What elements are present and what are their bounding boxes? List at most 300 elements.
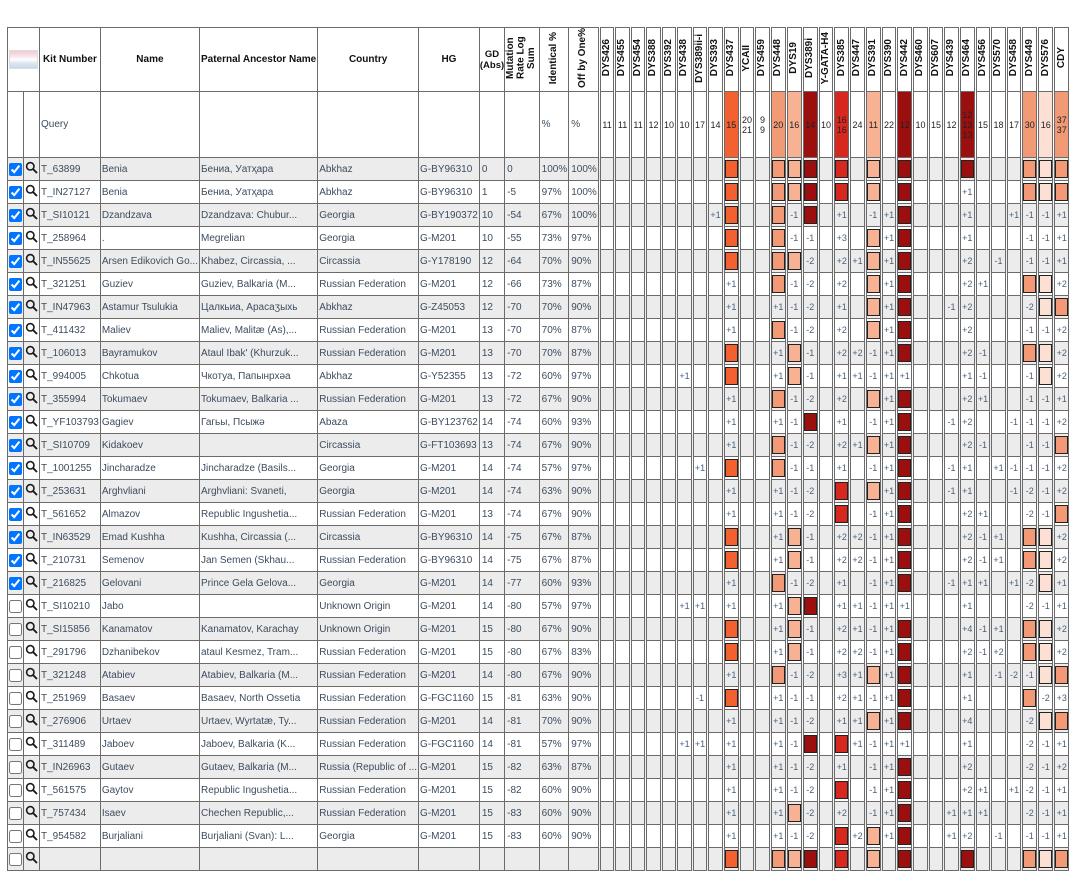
row-select-checkbox[interactable] bbox=[9, 807, 22, 820]
marker-cell-dys392 bbox=[661, 204, 677, 227]
mutation-rate-log-sum-cell: -74 bbox=[505, 503, 540, 526]
marker-cell-dys460 bbox=[913, 388, 929, 411]
magnifier-icon[interactable] bbox=[25, 437, 38, 453]
marker-cell-dys460 bbox=[913, 733, 929, 756]
marker-cell-y-gata-h4 bbox=[818, 158, 834, 181]
magnifier-cell[interactable] bbox=[24, 848, 40, 871]
marker-cell-dys447 bbox=[850, 503, 866, 526]
marker-cell-dys454 bbox=[630, 664, 646, 687]
marker-cell-dys607 bbox=[928, 273, 944, 296]
table-row bbox=[8, 227, 1069, 250]
paternal-ancestor-cell: Gutaev, Balkaria (M... bbox=[199, 756, 317, 779]
checkbox-cell bbox=[8, 825, 24, 848]
marker-cell-dys389ii-i bbox=[692, 802, 708, 825]
magnifier-icon[interactable] bbox=[25, 161, 38, 177]
mutation-rate-log-sum-cell: -54 bbox=[505, 204, 540, 227]
marker-cell-dys448: +1 bbox=[770, 756, 786, 779]
marker-cell-dys388 bbox=[646, 618, 662, 641]
magnifier-cell[interactable] bbox=[24, 273, 40, 296]
query-marker-value: 10 bbox=[821, 119, 832, 130]
marker-cell-dys426 bbox=[599, 342, 615, 365]
off-by-one-pct-cell: 93% bbox=[569, 572, 600, 595]
magnifier-icon[interactable] bbox=[25, 621, 38, 637]
mutation-rate-log-sum-cell: -72 bbox=[505, 388, 540, 411]
marker-cell-dys464: +1 bbox=[959, 687, 975, 710]
marker-cell-dys455 bbox=[615, 595, 631, 618]
marker-cell-dys391: -1 bbox=[865, 342, 881, 365]
magnifier-cell[interactable] bbox=[24, 411, 40, 434]
identical-pct-cell: 70% bbox=[539, 319, 569, 342]
marker-cell-dys459 bbox=[755, 664, 771, 687]
marker-cell-dys393 bbox=[708, 848, 724, 871]
table-header bbox=[8, 28, 1069, 92]
marker-cell-dys389i: -2 bbox=[802, 388, 818, 411]
marker-cell-dys570: +1 bbox=[991, 457, 1007, 480]
marker-cell-dys447: +1 bbox=[850, 365, 866, 388]
gd-abs-cell: 14 bbox=[479, 710, 504, 733]
row-select-checkbox[interactable] bbox=[9, 255, 22, 268]
marker-cell-dys456: +1 bbox=[975, 273, 991, 296]
magnifier-icon[interactable] bbox=[25, 713, 38, 729]
marker-cell-dys391 bbox=[865, 227, 881, 250]
marker-cell-dys448: +1 bbox=[770, 526, 786, 549]
query-marker-value: 12 bbox=[648, 119, 659, 130]
marker-cell-dys447 bbox=[850, 779, 866, 802]
marker-cell-dys456: -1 bbox=[975, 365, 991, 388]
marker-cell-dys442 bbox=[897, 457, 913, 480]
marker-cell-dys438 bbox=[677, 227, 693, 250]
marker-cell-dys389i: -1 bbox=[802, 342, 818, 365]
magnifier-icon[interactable] bbox=[25, 598, 38, 614]
marker-cell-dys391: -1 bbox=[865, 733, 881, 756]
marker-cell-dys460 bbox=[913, 756, 929, 779]
marker-cell-dys392 bbox=[661, 687, 677, 710]
magnifier-cell[interactable] bbox=[24, 388, 40, 411]
row-select-checkbox[interactable] bbox=[9, 301, 22, 314]
marker-match-box bbox=[1039, 666, 1052, 684]
magnifier-cell[interactable] bbox=[24, 250, 40, 273]
marker-cell-cdy: +2 bbox=[1054, 756, 1069, 779]
marker-cell-ycaii bbox=[739, 756, 755, 779]
off-by-one-pct-cell: % bbox=[569, 92, 600, 158]
marker-header-dys388 bbox=[646, 28, 662, 92]
query-marker-value: 22 bbox=[884, 119, 895, 130]
marker-match-box bbox=[804, 850, 817, 868]
marker-cell-dys437: +1 bbox=[723, 480, 739, 503]
marker-cell-dys458: -1 bbox=[1006, 480, 1022, 503]
magnifier-cell[interactable] bbox=[24, 779, 40, 802]
marker-cell-y-gata-h4 bbox=[818, 664, 834, 687]
magnifier-icon[interactable] bbox=[25, 414, 38, 430]
marker-cell-dys448: +1 bbox=[770, 342, 786, 365]
marker-cell-dys390: +1 bbox=[881, 710, 897, 733]
paternal-ancestor-cell: Jaboev, Balkaria (K... bbox=[199, 733, 317, 756]
row-select-checkbox[interactable] bbox=[9, 784, 22, 797]
marker-cell-dys389ii-i bbox=[692, 342, 708, 365]
row-select-checkbox[interactable] bbox=[9, 853, 22, 866]
magnifier-cell[interactable] bbox=[24, 756, 40, 779]
marker-cell-dys448 bbox=[770, 227, 786, 250]
row-select-checkbox[interactable] bbox=[9, 416, 22, 429]
marker-cell-dys389i bbox=[802, 733, 818, 756]
magnifier-icon[interactable] bbox=[25, 276, 38, 292]
magnifier-cell[interactable] bbox=[24, 181, 40, 204]
magnifier-cell[interactable] bbox=[24, 687, 40, 710]
marker-match-box bbox=[788, 528, 801, 546]
marker-cell-dys388 bbox=[646, 664, 662, 687]
marker-cell-dys455 bbox=[615, 319, 631, 342]
marker-match-box bbox=[898, 620, 911, 638]
magnifier-cell[interactable] bbox=[24, 641, 40, 664]
row-select-checkbox[interactable] bbox=[9, 370, 22, 383]
row-select-checkbox[interactable] bbox=[9, 623, 22, 636]
off-by-one-pct-cell: 90% bbox=[569, 710, 600, 733]
marker-cell-dys19: -1 bbox=[786, 319, 802, 342]
marker-cell-dys385 bbox=[834, 181, 850, 204]
row-select-checkbox[interactable] bbox=[9, 761, 22, 774]
marker-cell-dys392 bbox=[661, 664, 677, 687]
marker-cell-dys385: +2 bbox=[834, 802, 850, 825]
marker-cell-dys449: -1 bbox=[1022, 664, 1038, 687]
marker-cell-dys447: +2 bbox=[850, 641, 866, 664]
magnifier-icon[interactable] bbox=[25, 667, 38, 683]
marker-cell-dys392 bbox=[661, 457, 677, 480]
marker-match-box bbox=[898, 482, 911, 500]
marker-cell-dys456 bbox=[975, 756, 991, 779]
magnifier-icon[interactable] bbox=[25, 368, 38, 384]
row-select-checkbox[interactable] bbox=[9, 393, 22, 406]
marker-cell-dys458 bbox=[1006, 526, 1022, 549]
marker-cell-dys393 bbox=[708, 825, 724, 848]
marker-match-box bbox=[772, 850, 785, 868]
magnifier-cell[interactable] bbox=[24, 825, 40, 848]
marker-cell-dys449: -1 bbox=[1022, 411, 1038, 434]
marker-cell-dys455 bbox=[615, 687, 631, 710]
marker-match-box bbox=[772, 275, 785, 293]
marker-cell-dys459 bbox=[755, 250, 771, 273]
magnifier-icon[interactable] bbox=[25, 805, 38, 821]
row-select-checkbox[interactable] bbox=[9, 508, 22, 521]
checkbox-cell bbox=[8, 572, 24, 595]
marker-cell-dys460 bbox=[913, 273, 929, 296]
query-marker-value: 37 37 bbox=[1055, 92, 1068, 157]
marker-cell-dys458 bbox=[1006, 848, 1022, 871]
gd-abs-cell: 14 bbox=[479, 549, 504, 572]
marker-cell-dys448: +1 bbox=[770, 411, 786, 434]
row-select-checkbox[interactable] bbox=[9, 738, 22, 751]
table-row bbox=[8, 825, 1069, 848]
row-select-checkbox[interactable] bbox=[9, 830, 22, 843]
name-cell: Gaytov bbox=[100, 779, 199, 802]
marker-cell-dys460 bbox=[913, 227, 929, 250]
marker-cell-dys392 bbox=[661, 572, 677, 595]
magnifier-icon[interactable] bbox=[25, 391, 38, 407]
marker-cell-dys442 bbox=[897, 664, 913, 687]
marker-header-dys393 bbox=[708, 28, 724, 92]
marker-cell-ycaii bbox=[739, 802, 755, 825]
kit-number-cell: T_251969 bbox=[40, 687, 101, 710]
marker-cell-dys449 bbox=[1022, 618, 1038, 641]
marker-cell-dys390: +1 bbox=[881, 411, 897, 434]
marker-cell-dys447: +2 bbox=[850, 549, 866, 572]
magnifier-cell[interactable] bbox=[24, 434, 40, 457]
kit-number-cell: T_SI10709 bbox=[40, 434, 101, 457]
marker-cell-dys449 bbox=[1022, 158, 1038, 181]
row-select-checkbox[interactable] bbox=[9, 232, 22, 245]
marker-cell-dys454 bbox=[630, 503, 646, 526]
magnifier-cell[interactable] bbox=[24, 618, 40, 641]
magnifier-cell[interactable] bbox=[24, 158, 40, 181]
marker-cell-dys389ii-i bbox=[692, 434, 708, 457]
marker-cell-dys447 bbox=[850, 388, 866, 411]
marker-cell-dys576: -1 bbox=[1038, 503, 1054, 526]
marker-cell-dys570 bbox=[991, 388, 1007, 411]
checkbox-cell bbox=[8, 250, 24, 273]
marker-cell-y-gata-h4 bbox=[818, 250, 834, 273]
gd-abs-cell: 14 bbox=[479, 664, 504, 687]
marker-match-box bbox=[788, 183, 801, 201]
magnifier-icon[interactable] bbox=[25, 552, 38, 568]
marker-cell-dys448: +1 bbox=[770, 710, 786, 733]
marker-header-label: DYS464 bbox=[961, 39, 973, 77]
magnifier-icon[interactable] bbox=[25, 759, 38, 775]
row-select-checkbox[interactable] bbox=[9, 462, 22, 475]
row-select-checkbox[interactable] bbox=[9, 186, 22, 199]
magnifier-cell[interactable] bbox=[24, 802, 40, 825]
country-cell: Russian Federation bbox=[318, 664, 419, 687]
marker-cell-dys455 bbox=[615, 848, 631, 871]
marker-cell-dys389i: -2 bbox=[802, 779, 818, 802]
magnifier-icon[interactable] bbox=[25, 207, 38, 223]
marker-cell-dys389i: -2 bbox=[802, 802, 818, 825]
haplogroup-cell: G-M201 bbox=[419, 756, 480, 779]
marker-cell-dys449: -1 bbox=[1022, 388, 1038, 411]
marker-cell-dys439 bbox=[944, 733, 960, 756]
marker-match-box bbox=[1023, 689, 1036, 707]
marker-cell-dys454 bbox=[630, 595, 646, 618]
marker-cell-dys576: -1 bbox=[1038, 319, 1054, 342]
marker-cell-dys455 bbox=[615, 273, 631, 296]
row-select-checkbox[interactable] bbox=[9, 278, 22, 291]
marker-cell-dys385 bbox=[834, 158, 850, 181]
marker-cell-dys455 bbox=[615, 296, 631, 319]
magnifier-icon[interactable] bbox=[25, 644, 38, 660]
marker-cell-dys464: +4 bbox=[959, 618, 975, 641]
magnifier-icon[interactable] bbox=[25, 184, 38, 200]
magnifier-cell[interactable] bbox=[24, 480, 40, 503]
query-marker-dys456 bbox=[975, 92, 991, 158]
marker-cell-ycaii bbox=[739, 779, 755, 802]
query-marker-dys388 bbox=[646, 92, 662, 158]
table-row bbox=[8, 687, 1069, 710]
haplogroup-cell: G-M201 bbox=[419, 319, 480, 342]
marker-cell-dys449: -2 bbox=[1022, 296, 1038, 319]
row-select-checkbox[interactable] bbox=[9, 209, 22, 222]
name-cell: Gelovani bbox=[100, 572, 199, 595]
identical-pct-cell: 60% bbox=[539, 779, 569, 802]
marker-cell-dys389i: -1 bbox=[802, 457, 818, 480]
logo-header-cell bbox=[8, 28, 40, 92]
marker-cell-dys449: -1 bbox=[1022, 250, 1038, 273]
magnifier-icon[interactable] bbox=[25, 782, 38, 798]
marker-cell-dys439 bbox=[944, 434, 960, 457]
marker-cell-dys393 bbox=[708, 710, 724, 733]
marker-cell-dys393 bbox=[708, 802, 724, 825]
marker-cell-dys389ii-i bbox=[692, 250, 708, 273]
marker-cell-dys389i bbox=[802, 848, 818, 871]
name-cell: Gagiev bbox=[100, 411, 199, 434]
row-select-checkbox[interactable] bbox=[9, 485, 22, 498]
haplogroup-cell: G-M201 bbox=[419, 641, 480, 664]
identical-pct-cell: 60% bbox=[539, 802, 569, 825]
query-marker-value: 14 bbox=[710, 119, 721, 130]
query-marker-dys426 bbox=[599, 92, 615, 158]
magnifier-icon[interactable] bbox=[25, 460, 38, 476]
marker-cell-dys438 bbox=[677, 204, 693, 227]
magnifier-cell[interactable] bbox=[24, 595, 40, 618]
magnifier-cell[interactable] bbox=[24, 526, 40, 549]
marker-cell-dys442: +1 bbox=[897, 733, 913, 756]
magnifier-cell[interactable] bbox=[24, 204, 40, 227]
magnifier-icon[interactable] bbox=[25, 575, 38, 591]
magnifier-cell[interactable] bbox=[24, 296, 40, 319]
marker-cell-dys464: +1 bbox=[959, 595, 975, 618]
marker-cell-dys437 bbox=[723, 158, 739, 181]
marker-cell-dys464 bbox=[959, 848, 975, 871]
query-marker-cdy bbox=[1054, 92, 1069, 158]
marker-cell-dys391 bbox=[865, 848, 881, 871]
magnifier-cell[interactable] bbox=[24, 710, 40, 733]
marker-cell-y-gata-h4 bbox=[818, 434, 834, 457]
marker-cell-dys607 bbox=[928, 825, 944, 848]
row-select-checkbox[interactable] bbox=[9, 439, 22, 452]
country-cell: Russian Federation bbox=[318, 549, 419, 572]
row-select-checkbox[interactable] bbox=[9, 324, 22, 337]
magnifier-cell[interactable] bbox=[24, 572, 40, 595]
magnifier-icon[interactable] bbox=[25, 253, 38, 269]
marker-cell-dys454 bbox=[630, 756, 646, 779]
marker-cell-cdy: +1 bbox=[1054, 572, 1069, 595]
marker-match-box bbox=[1055, 850, 1068, 868]
marker-cell-dys438 bbox=[677, 756, 693, 779]
magnifier-cell[interactable] bbox=[24, 549, 40, 572]
magnifier-cell[interactable] bbox=[24, 319, 40, 342]
row-select-checkbox[interactable] bbox=[9, 163, 22, 176]
marker-header-dys449 bbox=[1022, 28, 1038, 92]
name-cell: Basaev bbox=[100, 687, 199, 710]
magnifier-icon[interactable] bbox=[25, 506, 38, 522]
row-select-checkbox[interactable] bbox=[9, 577, 22, 590]
magnifier-cell[interactable] bbox=[24, 457, 40, 480]
query-marker-value: 12 bbox=[898, 92, 911, 157]
marker-cell-dys390: +1 bbox=[881, 388, 897, 411]
marker-cell-dys570: -1 bbox=[991, 664, 1007, 687]
mutation-rate-log-sum-cell: -74 bbox=[505, 480, 540, 503]
marker-cell-dys438 bbox=[677, 802, 693, 825]
marker-cell-dys389ii-i bbox=[692, 365, 708, 388]
off-by-one-pct-cell: 90% bbox=[569, 802, 600, 825]
magnifier-icon[interactable] bbox=[25, 322, 38, 338]
magnifier-icon[interactable] bbox=[25, 299, 38, 315]
magnifier-cell[interactable] bbox=[24, 503, 40, 526]
magnifier-cell[interactable] bbox=[24, 733, 40, 756]
marker-cell-dys455 bbox=[615, 342, 631, 365]
marker-cell-dys426 bbox=[599, 710, 615, 733]
magnifier-icon[interactable] bbox=[25, 230, 38, 246]
marker-cell-dys426 bbox=[599, 503, 615, 526]
off-by-one-pct-cell: 100% bbox=[569, 181, 600, 204]
row-select-checkbox[interactable] bbox=[9, 646, 22, 659]
marker-cell-dys437: +1 bbox=[723, 434, 739, 457]
magnifier-icon[interactable] bbox=[25, 736, 38, 752]
row-select-checkbox[interactable] bbox=[9, 715, 22, 728]
marker-cell-dys385 bbox=[834, 503, 850, 526]
marker-cell-dys570 bbox=[991, 158, 1007, 181]
marker-cell-dys576 bbox=[1038, 181, 1054, 204]
row-select-checkbox[interactable] bbox=[9, 669, 22, 682]
marker-cell-dys389i: -1 bbox=[802, 549, 818, 572]
marker-cell-dys459 bbox=[755, 296, 771, 319]
table-row bbox=[8, 641, 1069, 664]
country-cell: Georgia bbox=[318, 480, 419, 503]
marker-cell-dys464: +1 bbox=[959, 480, 975, 503]
marker-cell-dys388 bbox=[646, 434, 662, 457]
marker-cell-dys454 bbox=[630, 733, 646, 756]
row-select-checkbox[interactable] bbox=[9, 692, 22, 705]
magnifier-icon[interactable] bbox=[25, 851, 38, 867]
marker-match-box bbox=[898, 206, 911, 224]
marker-cell-dys459 bbox=[755, 595, 771, 618]
marker-cell-dys388 bbox=[646, 549, 662, 572]
marker-cell-dys439 bbox=[944, 227, 960, 250]
marker-cell-dys449 bbox=[1022, 687, 1038, 710]
marker-cell-dys385: +2 bbox=[834, 273, 850, 296]
marker-match-box bbox=[898, 505, 911, 523]
row-select-checkbox[interactable] bbox=[9, 554, 22, 567]
row-select-checkbox[interactable] bbox=[9, 600, 22, 613]
marker-cell-dys447: +1 bbox=[850, 595, 866, 618]
query-marker-value: 11 bbox=[633, 119, 643, 130]
magnifier-cell[interactable] bbox=[24, 227, 40, 250]
marker-cell-dys442: +1 bbox=[897, 365, 913, 388]
magnifier-cell[interactable] bbox=[24, 664, 40, 687]
row-select-checkbox[interactable] bbox=[9, 531, 22, 544]
magnifier-icon[interactable] bbox=[25, 345, 38, 361]
marker-cell-cdy bbox=[1054, 503, 1069, 526]
mutation-rate-log-sum-cell: -81 bbox=[505, 687, 540, 710]
marker-cell-dys458 bbox=[1006, 227, 1022, 250]
magnifier-cell[interactable] bbox=[24, 92, 40, 158]
magnifier-icon[interactable] bbox=[25, 483, 38, 499]
marker-cell-dys388 bbox=[646, 825, 662, 848]
magnifier-icon[interactable] bbox=[25, 828, 38, 844]
marker-cell-dys459 bbox=[755, 710, 771, 733]
marker-match-box bbox=[1055, 183, 1068, 201]
magnifier-icon[interactable] bbox=[25, 690, 38, 706]
magnifier-cell[interactable] bbox=[24, 365, 40, 388]
name-cell: Jaboev bbox=[100, 733, 199, 756]
marker-cell-cdy: +1 bbox=[1054, 227, 1069, 250]
row-select-checkbox[interactable] bbox=[9, 347, 22, 360]
magnifier-icon[interactable] bbox=[25, 529, 38, 545]
marker-header-label: DYS447 bbox=[851, 39, 863, 77]
kit-number-cell: T_IN47963 bbox=[40, 296, 101, 319]
identical-pct-cell: 73% bbox=[539, 273, 569, 296]
marker-cell-dys458: -1 bbox=[1006, 457, 1022, 480]
marker-cell-dys447 bbox=[850, 296, 866, 319]
magnifier-cell[interactable] bbox=[24, 342, 40, 365]
marker-cell-dys389ii-i bbox=[692, 756, 708, 779]
